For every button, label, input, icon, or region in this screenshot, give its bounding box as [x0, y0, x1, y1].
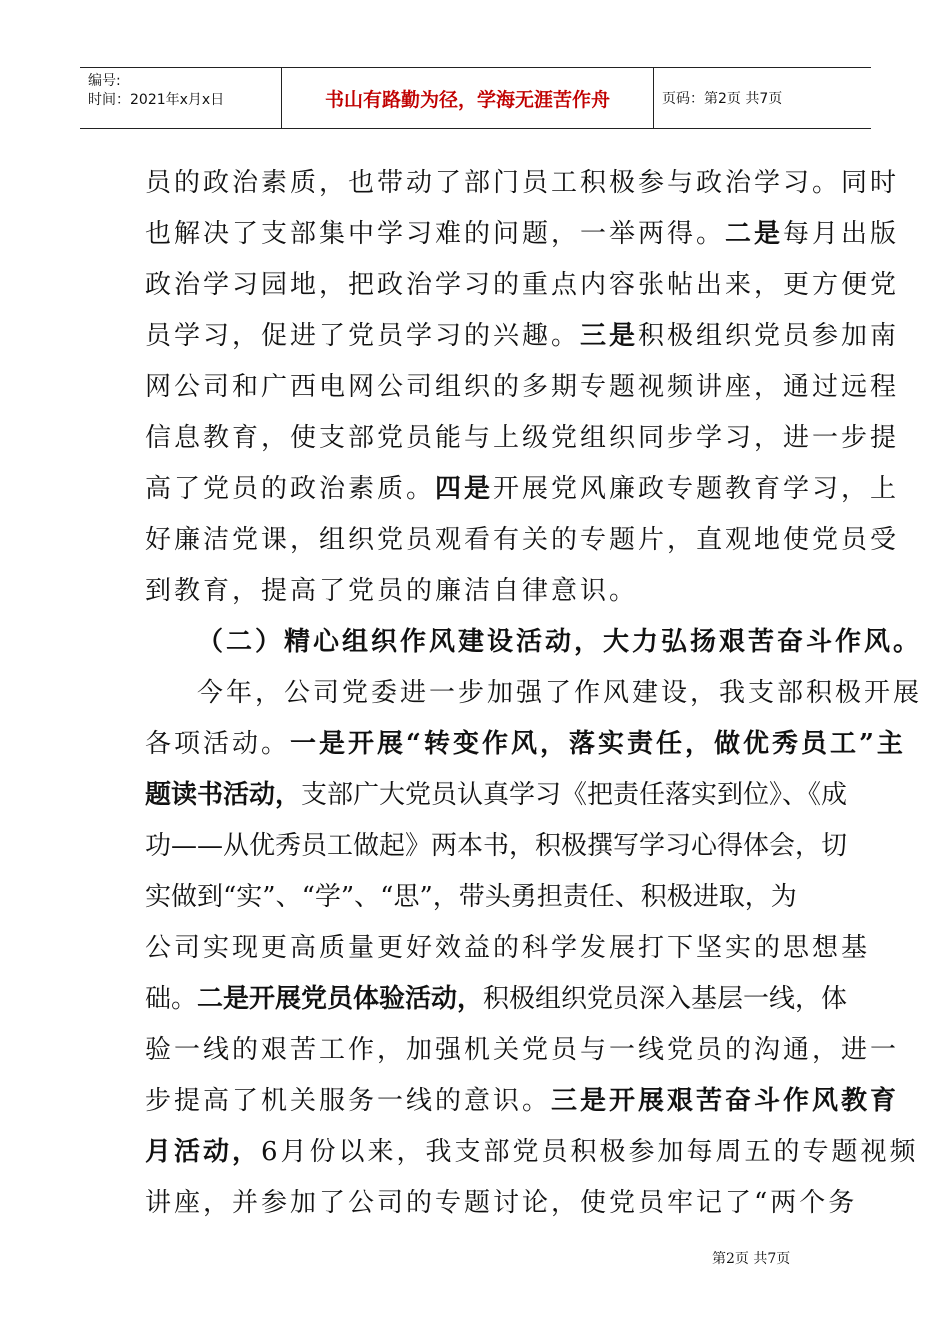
text-segment: 步提高了机关服务一线的意识。 [145, 1086, 552, 1116]
bold-text-segment: 二是开展党员体验活动， [197, 984, 484, 1014]
body-text-line [145, 872, 805, 923]
header-meta [80, 68, 282, 128]
body-text-line [145, 209, 900, 260]
body-text-line [145, 362, 900, 413]
text-segment: 信息教育，使支部党员能与上级党组织同步学习，进一步提 [145, 423, 900, 453]
text-segment: 开展党风廉政专题教育学习，上 [493, 474, 900, 504]
bold-text-segment: 题读书活动， [145, 780, 302, 810]
body-text-line [145, 158, 900, 209]
body-text-line [145, 311, 900, 362]
body-text-line [145, 566, 805, 617]
body-text-line [145, 719, 906, 770]
text-segment: 员学习，促进了党员学习的兴趣。 [145, 321, 581, 351]
footer-page-number: 第2页 共7页 [712, 1251, 791, 1267]
header-motto: 书山有路勤为径，学海无涯苦作舟 [282, 68, 654, 128]
body-text-line [145, 617, 923, 668]
body-text-line [145, 821, 848, 872]
text-segment: 实做到“实”、“学”、“思”，带头勇担责任、积极进取，为 [145, 882, 797, 912]
body-text-line [145, 464, 900, 515]
body-text-line [145, 515, 900, 566]
body-text-line [145, 1178, 858, 1229]
text-segment: 今年，公司党委进一步加强了作风建设，我支部积极开展 [197, 678, 923, 708]
bold-text-segment: 一是开展“转变作风，落实责任，做优秀员工”主 [290, 729, 906, 759]
text-segment: 功——从优秀员工做起》两本书，积极撰写学习心得体会，切 [145, 831, 848, 861]
text-segment: 到教育，提高了党员的廉洁自律意识。 [145, 576, 639, 606]
body-text-line [145, 260, 900, 311]
text-segment: 每月出版 [783, 219, 900, 249]
text-segment: 网公司和广西电网公司组织的多期专题视频讲座，通过远程 [145, 372, 900, 402]
body-text-line [145, 1025, 900, 1076]
body-text-line [145, 770, 848, 821]
text-segment: 积极组织党员深入基层一线，体 [483, 984, 848, 1014]
text-segment: 公司实现更高质量更好效益的科学发展打下坚实的思想基 [145, 933, 871, 963]
bold-text-segment: 三是开展艰苦奋斗作风教育 [551, 1086, 900, 1116]
bold-text-segment: 月活动， [145, 1137, 262, 1167]
document-number-label: 编号: [88, 73, 121, 89]
bold-text-segment: 三是 [580, 321, 639, 351]
text-segment: 积极组织党员参加南 [638, 321, 900, 351]
body-text-line [145, 668, 923, 719]
text-segment: 政治学习园地，把政治学习的重点内容张帖出来，更方便党 [145, 270, 900, 300]
page-header [80, 67, 871, 129]
document-body [145, 158, 923, 1229]
body-text-line [145, 974, 848, 1025]
text-segment: 各项活动。 [145, 729, 291, 759]
body-text-line [145, 413, 900, 464]
body-text-line [145, 1076, 900, 1127]
text-segment: 好廉洁党课，组织党员观看有关的专题片，直观地使党员受 [145, 525, 900, 555]
text-segment: 验一线的艰苦工作，加强机关党员与一线党员的沟通，进一 [145, 1035, 900, 1065]
text-segment: 高了党员的政治素质。 [145, 474, 436, 504]
text-segment: 支部广大党员认真学习《把责任落实到位》、《成 [301, 780, 848, 810]
header-page-number: 页码：第2页 共7页 [662, 91, 783, 107]
document-date-label: 时间：2021年x月x日 [88, 92, 225, 108]
text-segment: 础。 [145, 984, 198, 1014]
bold-text-segment: 四是 [435, 474, 494, 504]
body-text-line [145, 1127, 919, 1178]
text-segment: 也解决了支部集中学习难的问题，一举两得。 [145, 219, 726, 249]
bold-text-segment: （二）精心组织作风建设活动，大力弘扬艰苦奋斗作风。 [197, 627, 923, 657]
text-segment: 6月份以来，我支部党员积极参加每周五的专题视频 [261, 1137, 919, 1167]
bold-text-segment: 二是 [725, 219, 784, 249]
body-text-line [145, 923, 871, 974]
text-segment: 讲座，并参加了公司的专题讨论，使党员牢记了“两个务 [145, 1188, 858, 1218]
text-segment: 员的政治素质，也带动了部门员工积极参与政治学习。同时 [145, 168, 900, 198]
